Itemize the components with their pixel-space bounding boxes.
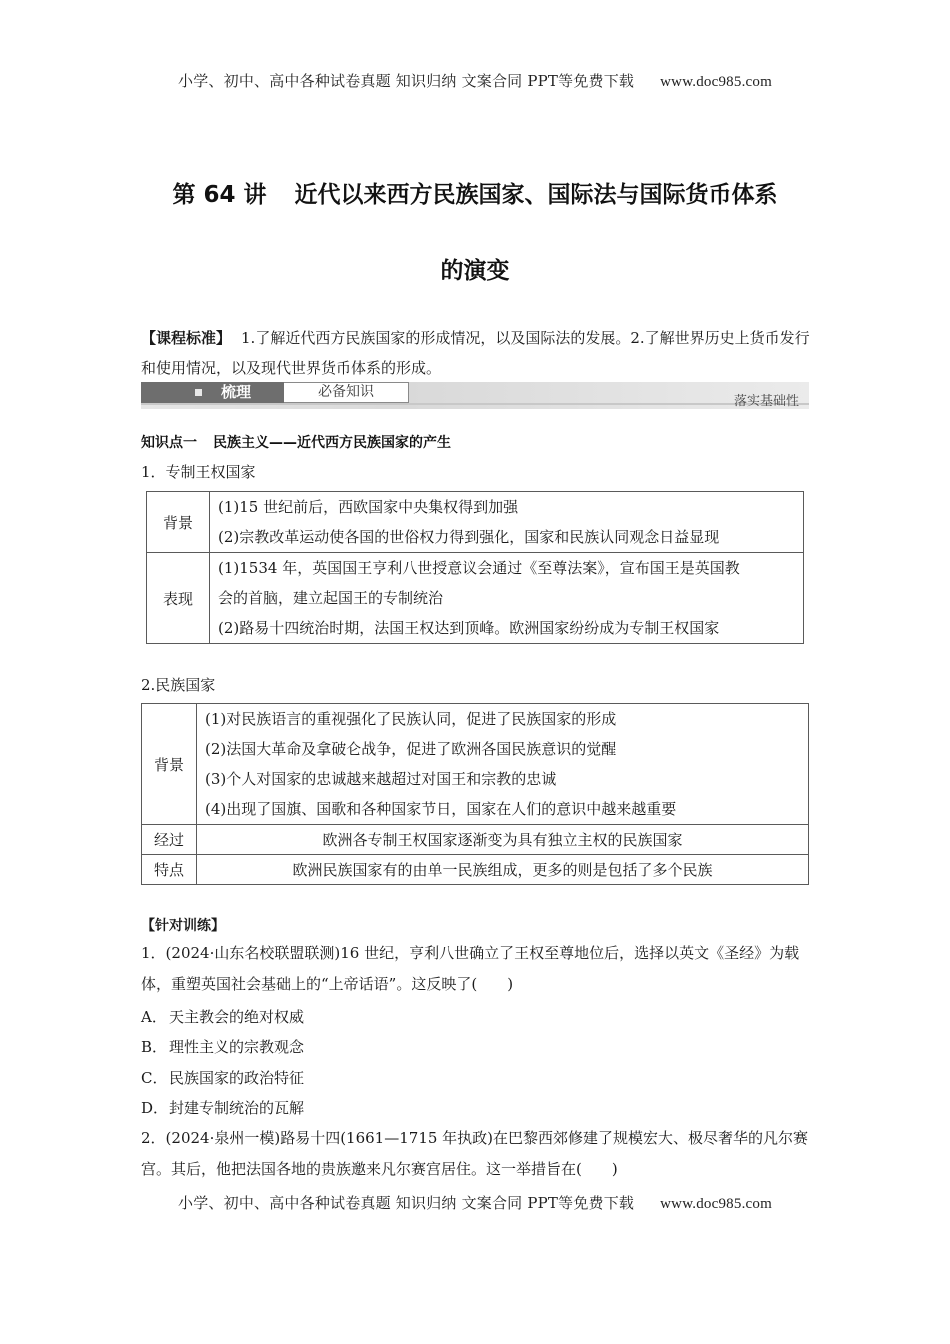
option-a[interactable] — [141, 1006, 304, 1027]
row-content — [210, 553, 804, 644]
knowledge-point-heading — [141, 432, 451, 452]
option-text: 理性主义的宗教观念 — [169, 1038, 305, 1056]
question-source-bold: 东名校联盟联测 — [229, 944, 335, 962]
option-key: A． — [141, 1008, 167, 1026]
option-c[interactable] — [141, 1067, 304, 1088]
row-content: 欧洲民族国家有的由单一民族组成，更多的则是包括了多个民族 — [197, 855, 809, 885]
lecture-number: 第 64 讲 — [172, 182, 267, 208]
section1-heading: 1．专制王权国家 — [141, 463, 256, 481]
banner-tab-dark-label: 梳理 — [221, 383, 252, 401]
table-row — [142, 704, 809, 825]
question-1 — [141, 938, 813, 999]
table-row — [142, 825, 809, 855]
table-row — [147, 492, 804, 553]
row-header: 背景 — [147, 492, 210, 553]
banner-tab-dark — [141, 382, 284, 403]
page-title — [0, 176, 950, 209]
row-line: (3)个人对国家的忠诚越来越超过对国王和宗教的忠诚 — [205, 770, 557, 788]
row-content — [210, 492, 804, 553]
row-line: (2)宗教改革运动使各国的世俗权力得到强化，国家和民族认同观念日益显现 — [218, 528, 720, 546]
row-line: (2)路易十四统治时期，法国王权达到顶峰。欧洲国家纷纷成为专制王权国家 — [218, 619, 720, 637]
row-line: (1)15 世纪前后，西欧国家中央集权得到加强 — [218, 498, 519, 516]
banner-underline — [141, 403, 809, 405]
page-header — [0, 70, 950, 91]
option-text: 民族国家的政治特征 — [169, 1069, 305, 1087]
row-header: 背景 — [142, 704, 197, 825]
option-d[interactable] — [141, 1097, 304, 1118]
option-key: B． — [141, 1038, 168, 1056]
title-line-2: 的演变 — [440, 258, 510, 284]
row-content — [197, 704, 809, 825]
banner-tab-light: 必备知识 — [284, 382, 409, 403]
practice-label: 【针对训练】 — [141, 918, 225, 934]
row-header: 表现 — [147, 553, 210, 644]
table-row — [142, 855, 809, 885]
row-content: 欧洲各专制王权国家逐渐变为具有独立主权的民族国家 — [197, 825, 809, 855]
curriculum-label: 【课程标准】 — [141, 329, 232, 347]
option-text: 封建专制统治的瓦解 — [169, 1099, 305, 1117]
question-stem: 16 世纪，亨利八世确立了王权至尊地位后，选择以英文《圣经》为载体，重塑英国社会基础上的“上帝话语”。这反映了( ) — [141, 944, 800, 993]
nation-state-table — [141, 703, 809, 885]
question-number: 1． — [141, 944, 166, 962]
question-stem: 路易十四(1661—1715 年执政)在巴黎西郊修建了规模宏大、极尽奢华的凡尔赛宫。其后，他把法国各地的贵族邀来凡尔赛宫居住。这一举措旨在( ) — [141, 1129, 809, 1178]
row-header: 特点 — [142, 855, 197, 885]
question-2 — [141, 1123, 813, 1184]
row-line: 会的首脑，建立起国王的专制统治 — [218, 589, 444, 607]
footer-text: 小学、初中、高中各种试卷真题 知识归纳 文案合同 PPT等免费下载 — [178, 1194, 635, 1212]
row-line: (4)出现了国旗、国歌和各种国家节日，国家在人们的意识中越来越重要 — [205, 800, 677, 818]
question-source-suffix: ) — [334, 944, 341, 962]
question-source-prefix: (2024·山 — [165, 944, 230, 962]
square-bullet-icon — [195, 389, 202, 396]
knowledge-point-label: 知识点一 — [141, 435, 197, 451]
header-url[interactable]: www.doc985.com — [660, 74, 772, 90]
option-text: 天主教会的绝对权威 — [169, 1008, 305, 1026]
question-number: 2． — [141, 1129, 166, 1147]
banner-right-label: 落实基础性 — [733, 394, 799, 409]
option-b[interactable] — [141, 1036, 304, 1057]
knowledge-point-title: 民族主义——近代西方民族国家的产生 — [213, 435, 451, 451]
row-line: (2)法国大革命及拿破仑战争，促进了欧洲各国民族意识的觉醒 — [205, 740, 617, 758]
footer-url[interactable]: www.doc985.com — [660, 1196, 772, 1212]
option-key: D． — [141, 1099, 169, 1117]
curriculum-text: 1.了解近代西方民族国家的形成情况，以及国际法的发展。2.了解世界历史上货币发行和使用情况，以及现代世界货币体系的形成。 — [141, 329, 810, 377]
header-text: 小学、初中、高中各种试卷真题 知识归纳 文案合同 PPT等免费下载 — [178, 72, 635, 90]
option-key: C． — [141, 1069, 168, 1087]
question-source: (2024·泉州一模) — [165, 1129, 281, 1147]
section2-heading: 2.民族国家 — [141, 676, 216, 694]
row-header: 经过 — [142, 825, 197, 855]
section-banner — [141, 382, 809, 409]
curriculum-standard — [141, 323, 811, 383]
row-line: (1)对民族语言的重视强化了民族认同，促进了民族国家的形成 — [205, 710, 617, 728]
page-footer — [0, 1192, 950, 1213]
absolute-monarchy-table — [146, 491, 804, 644]
row-line: (1)1534 年，英国国王亨利八世授意议会通过《至尊法案》，宣布国王是英国教 — [218, 559, 740, 577]
title-line-1: 近代以来西方民族国家、国际法与国际货币体系 — [294, 182, 778, 208]
table-row — [147, 553, 804, 644]
